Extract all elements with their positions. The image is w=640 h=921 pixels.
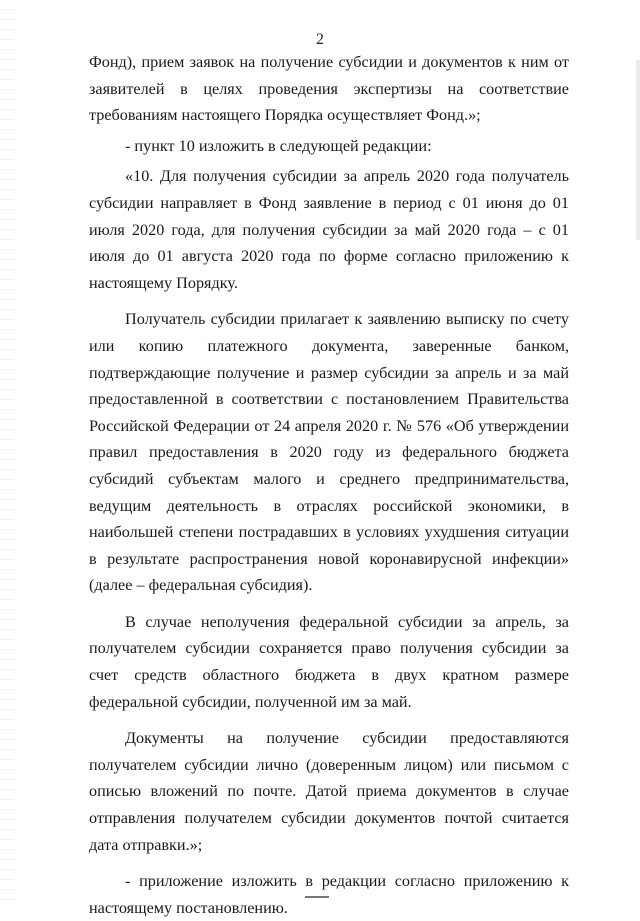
paragraph-continuation: Фонд), прием заявок на получение субсидии и документов к ним от заявителей в целях проведения экспертизы на соответствие требованиям настоящего Порядка осуществляет Фонд.»; bbox=[89, 53, 569, 125]
paragraph-statement: Получатель субсидии прилагает к заявлению выписку по счету или копию платежного документа, заверенные банком, подтверждающие получение и размер субсидии за апрель и за май предоставленной в соответствии с постановлением Правительства Российской Федерации от 24 апреля 2020 г. № 576 «Об утверждении правил предоставления в 2020 году из федерального бюджета субсидий субъектам малого и среднего предпринимательства, ведущим деятельность в отраслях российской экономики, в наибольшей степени пострадавших в условиях ухудшения ситуации в результате распространения новой коронавирусной инфекции» (далее – федеральная субсидия). bbox=[89, 310, 569, 595]
paragraph-appendix: - приложение изложить в редакции согласно приложению к настоящему постановлению. bbox=[89, 872, 569, 917]
paragraph-documents: Документы на получение субсидии предоставляются получателем субсидии лично (доверенным лицом) или письмом с описью вложений по почте. Датой приема документов в случае отправления получателем субсидии документов почтой считается дата отправки.»; bbox=[89, 729, 569, 854]
paragraph-item-10: «10. Для получения субсидии за апрель 2020 года получатель субсидии направляет в Фонд заявление в период с 01 июня до 01 июля 2020 года, для получения субсидии за май 2020 года – с 01 июля до 01 августа 2020 года по форме согласно приложению к настоящему Порядку. bbox=[89, 167, 569, 292]
paragraph-non-receipt: В случае неполучения федеральной субсидии за апрель, за получателем субсидии сохраняется право получения субсидии за счет средств областного бюджета в двух кратном размере федеральной субсидии, полученной им за май. bbox=[89, 612, 569, 711]
scan-edge-left bbox=[0, 0, 14, 905]
page-number: 2 bbox=[316, 31, 324, 48]
bottom-scan-mark bbox=[305, 896, 329, 898]
scan-edge-right bbox=[636, 60, 640, 240]
paragraph-item-10-intro: - пункт 10 изложить в следующей редакции: bbox=[125, 136, 432, 155]
document-body bbox=[89, 49, 569, 921]
